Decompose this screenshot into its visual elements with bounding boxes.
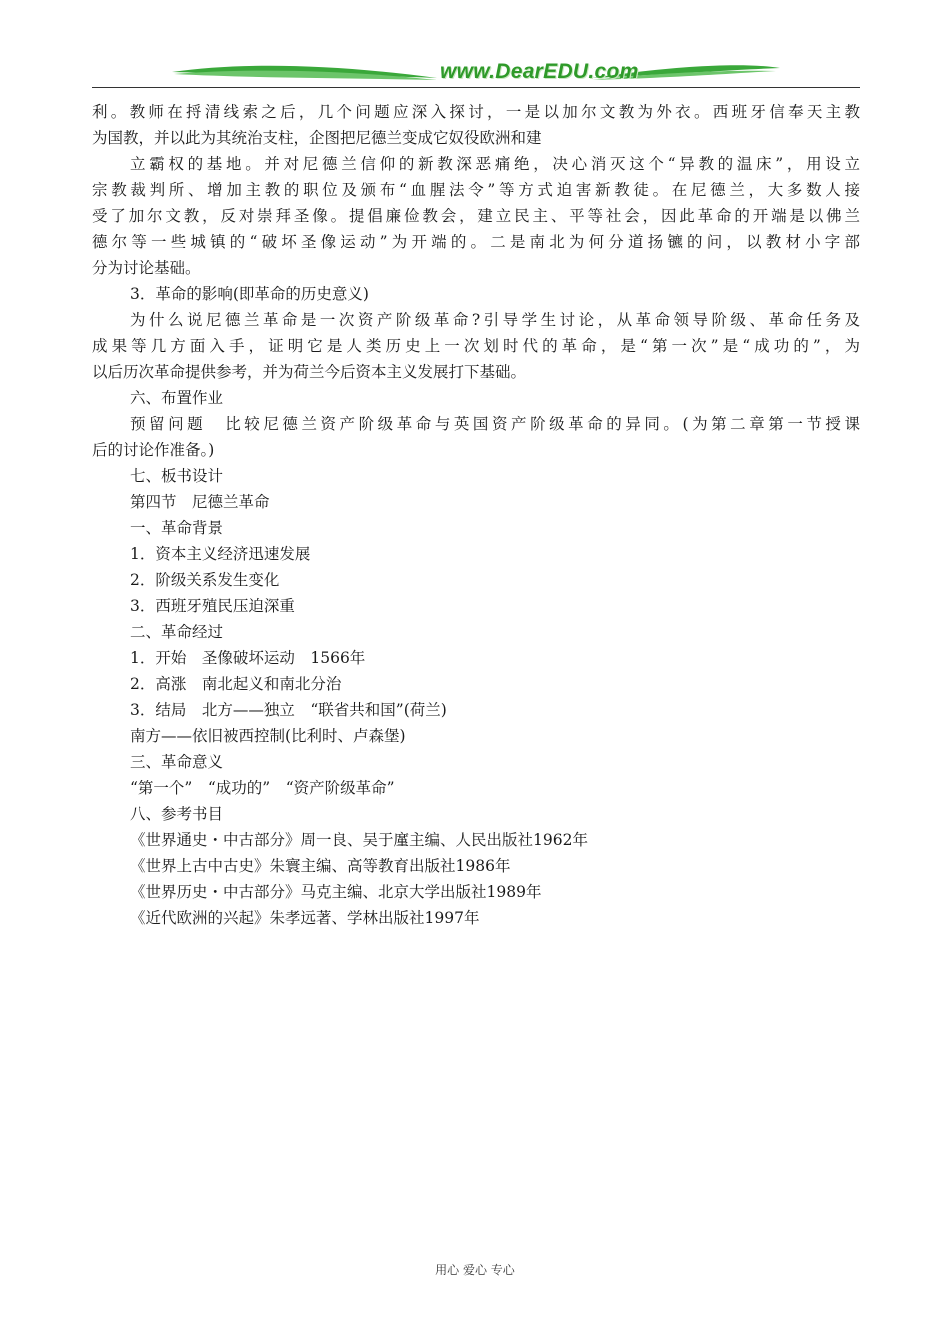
paragraph-line: 利。教师在捋清线索之后，几个问题应深入探讨，一是以加尔文教为外衣。西班牙信奉天主教 <box>92 103 860 121</box>
page-header <box>92 58 860 92</box>
paragraph-line: 成果等几方面入手，证明它是人类历史上一次划时代的革命，是“第一次”是“成功的”，为 <box>92 337 860 355</box>
paragraph-line: 为国教，并以此为其统治支柱，企图把尼德兰变成它奴役欧洲和建 <box>92 129 542 147</box>
board-item: 1．开始 圣像破坏运动 1566年 <box>130 649 366 667</box>
paragraph-line: 为什么说尼德兰革命是一次资产阶级革命?引导学生讨论，从革命领导阶级、革命任务及 <box>130 311 860 329</box>
paragraph-line: 分为讨论基础。 <box>92 259 201 277</box>
paragraph-line: 预留问题 比较尼德兰资产阶级革命与英国资产阶级革命的异同。(为第二章第一节授课 <box>130 415 860 433</box>
reference-item: 《近代欧洲的兴起》朱孝远著、学林出版社1997年 <box>130 909 480 927</box>
paragraph-line: 宗教裁判所、增加主教的职位及颁布“血腥法令”等方式迫害新教徒。在尼德兰，大多数人接 <box>92 181 860 199</box>
paragraph-line: 后的讨论作准备。) <box>92 441 215 459</box>
board-item: 2．阶级关系发生变化 <box>130 571 280 589</box>
board-heading: 二、革命经过 <box>130 623 224 641</box>
paragraph-line: 以后历次革命提供参考，并为荷兰今后资本主义发展打下基础。 <box>92 363 527 381</box>
board-item: 3．西班牙殖民压迫深重 <box>130 597 295 615</box>
section-subheading: 3．革命的影响(即革命的历史意义) <box>130 285 369 303</box>
paragraph-line: 德尔等一些城镇的“破坏圣像运动”为开端的。二是南北为何分道扬镳的问，以教材小字部 <box>92 233 860 251</box>
reference-item: 《世界上古中古史》朱寰主编、高等教育出版社1986年 <box>130 857 511 875</box>
board-heading: 一、革命背景 <box>130 519 224 537</box>
page-footer: 用心 爱心 专心 <box>435 1263 515 1277</box>
board-item: 3．结局 北方——独立 “联省共和国”(荷兰) <box>130 701 447 719</box>
board-heading: 三、革命意义 <box>130 753 224 771</box>
reference-item: 《世界历史・中古部分》马克主编、北京大学出版社1989年 <box>130 883 542 901</box>
section-heading: 八、参考书目 <box>130 805 224 823</box>
board-item: 2．高涨 南北起义和南北分治 <box>130 675 342 693</box>
section-heading: 六、布置作业 <box>130 389 224 407</box>
paragraph-line: 受了加尔文教，反对崇拜圣像。提倡廉俭教会，建立民主、平等社会，因此革命的开端是以佛兰 <box>92 207 860 225</box>
document-body <box>92 99 860 931</box>
section-heading: 七、板书设计 <box>130 467 224 485</box>
board-item: “第一个” “成功的” “资产阶级革命” <box>130 779 395 797</box>
paragraph-line: 立霸权的基地。并对尼德兰信仰的新教深恶痛绝，决心消灭这个“异教的温床”，用设立 <box>130 155 860 173</box>
board-item: 南方——依旧被西控制(比利时、卢森堡) <box>130 727 406 745</box>
reference-item: 《世界通史・中古部分》周一良、吴于廑主编、人民出版社1962年 <box>130 831 588 849</box>
site-logo-text: www.DearEDU.com <box>440 60 639 83</box>
board-item: 1．资本主义经济迅速发展 <box>130 545 311 563</box>
header-divider <box>92 87 860 88</box>
board-title: 第四节 尼德兰革命 <box>130 493 270 511</box>
